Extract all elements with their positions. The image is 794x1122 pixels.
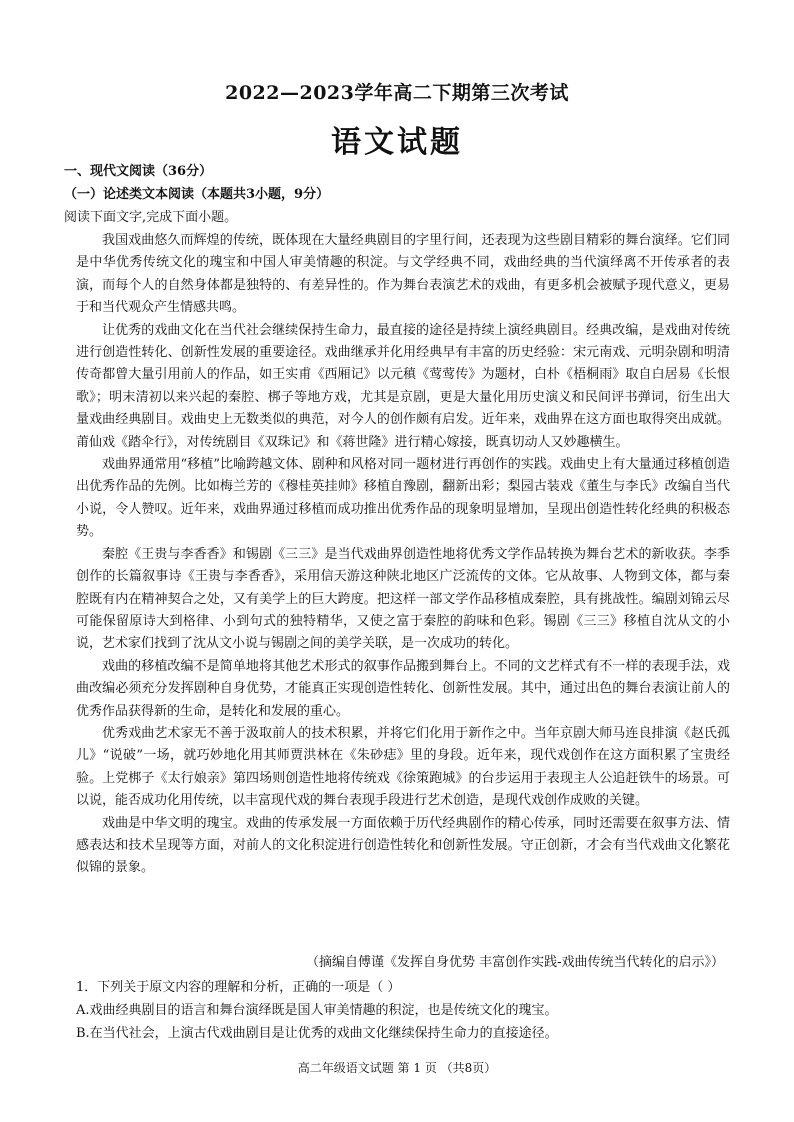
article-source: （摘编自傅谨《发挥自身优势 丰富创作实践-戏曲传统当代转化的启示》） [305,955,724,970]
article-paragraph: 让优秀的戏曲文化在当代社会继续保持生命力，最直接的途径是持续上演经典剧目。经典改编，是戏曲对传统进行创造性转化、创新性发展的重要途径。戏曲继承并化用经典早有丰富的历史经验：宋元南戏、元明杂剧和明清传奇都曾大量引用前人的作品，如王实甫《西厢记》以元稹《莺莺传》为题材，白朴《梧桐雨》取自白居易《长恨歌》；明末清初以来兴起的秦腔、梆子等地方戏，尤其是京剧，更是大量化用历史演义和民间评书弹词，衍生出大量戏曲经典剧目。戏曲史上无数类似的典范，对今人的创作颇有启发。近年来，戏曲界在这方面也取得突出成就。莆仙戏《踏伞行》，对传统剧目《双珠记》和《蒋世隆》进行精心嫁接，既真切动人又妙趣横生。 [76,322,730,450]
subsection-heading: （一）论述类文本阅读（本题共3小题，9分） [64,187,330,202]
article-paragraph: 戏曲是中华文明的瑰宝。戏曲的传承发展一方面依赖于历代经典剧作的精心传承，同时还需要在叙事方法、情感表达和技术呈现等方面，对前人的文化积淀进行创造性转化和创新性发展。守正创新，才会有当代戏曲文化繁花似锦的景象。 [76,815,730,876]
article-paragraph: 我国戏曲悠久而辉煌的传统，既体现在大量经典剧目的字里行间，还表现为这些剧目精彩的舞台演绎。它们同是中华优秀传统文化的瑰宝和中国人审美情趣的积淀。与文学经典不同，戏曲经典的当代演绎离不开传承者的表演，而每个人的自然身体都是独特的、有差异性的。作为舞台表演艺术的戏曲，有更多机会被赋予现代意义，更易于和当代观众产生情感共鸣。 [76,233,730,316]
question-stem: 1．下列关于原文内容的理解和分析，正确的一项是（ ） [76,980,401,995]
article-body [76,230,730,880]
question-option-a: A.戏曲经典剧目的语言和舞台演绎既是国人审美情趣的积淀，也是传统文化的瑰宝。 [76,1003,558,1018]
article-paragraph: 戏曲界通常用“移植”比喻跨越文体、剧种和风格对同一题材进行再创作的实践。戏曲史上有大量通过移植创造出优秀作品的先例。比如梅兰芳的《穆桂英挂帅》移植自豫剧，翻新出彩；梨园古装戏《董生与李氏》改编自当代小说，令人赞叹。近年来，戏曲界通过移植而成功推出优秀作品的现象明显增加，呈现出创造性转化经典的积极态势。 [76,457,730,540]
article-paragraph: 戏曲的移植改编不是简单地将其他艺术形式的叙事作品搬到舞台上。不同的文艺样式有不一样的表现手法，戏曲改编必须充分发挥剧种自身优势，才能真正实现创造性转化、创新性发展。其中，通过出色的舞台表演让前人的优秀作品获得新的生命，是转化和发展的重心。 [76,658,730,719]
question-option-b: B.在当代社会，上演古代戏曲剧目是让优秀的戏曲文化继续保持生命力的直接途径。 [76,1026,558,1041]
reading-instruction: 阅读下面文字,完成下面小题。 [64,210,238,225]
exam-title: 2022—2023学年高二下期第三次考试 [225,82,569,104]
article-paragraph: 优秀戏曲艺术家无不善于汲取前人的技术积累，并将它们化用于新作之中。当年京剧大师马连良排演《赵氏孤儿》“说破”一场，就巧妙地化用其师贾洪林在《朱砂痣》里的身段。近年来，现代戏创作在这方面积累了宝贵经验。上党梆子《太行娘亲》第四场则创造性地将传统戏《徐策跑城》的台步运用于表现主人公追赶铁牛的场景。可以说，能否成功化用传统，以丰富现代戏的舞台表现手段进行艺术创造，是现代戏创作成败的关键。 [76,725,730,809]
article-paragraph: 秦腔《王贵与李香香》和锡剧《三三》是当代戏曲界创造性地将优秀文学作品转换为舞台艺术的新收获。李季创作的长篇叙事诗《王贵与李香香》，采用信天游这种陕北地区广泛流传的文体。它从故事、人物到文体，都与秦腔既有内在精神契合之处，又有美学上的巨大跨度。把这样一部文学作品移植成秦腔，具有挑战性。编剧刘锦云尽可能保留原诗大到格律、小到句式的独特精华，又使之富于秦腔的韵味和色彩。锡剧《三三》移植自沈从文的小说，艺术家们找到了沈从文小说与锡剧之间的美学关联，是一次成功的转化。 [76,546,730,652]
subject-title: 语文试题 [331,125,463,160]
section-heading: 一、现代文阅读（36分） [64,164,213,179]
page-footer: 高二年级语文试题 第 1 页 （共8页） [297,1061,497,1075]
